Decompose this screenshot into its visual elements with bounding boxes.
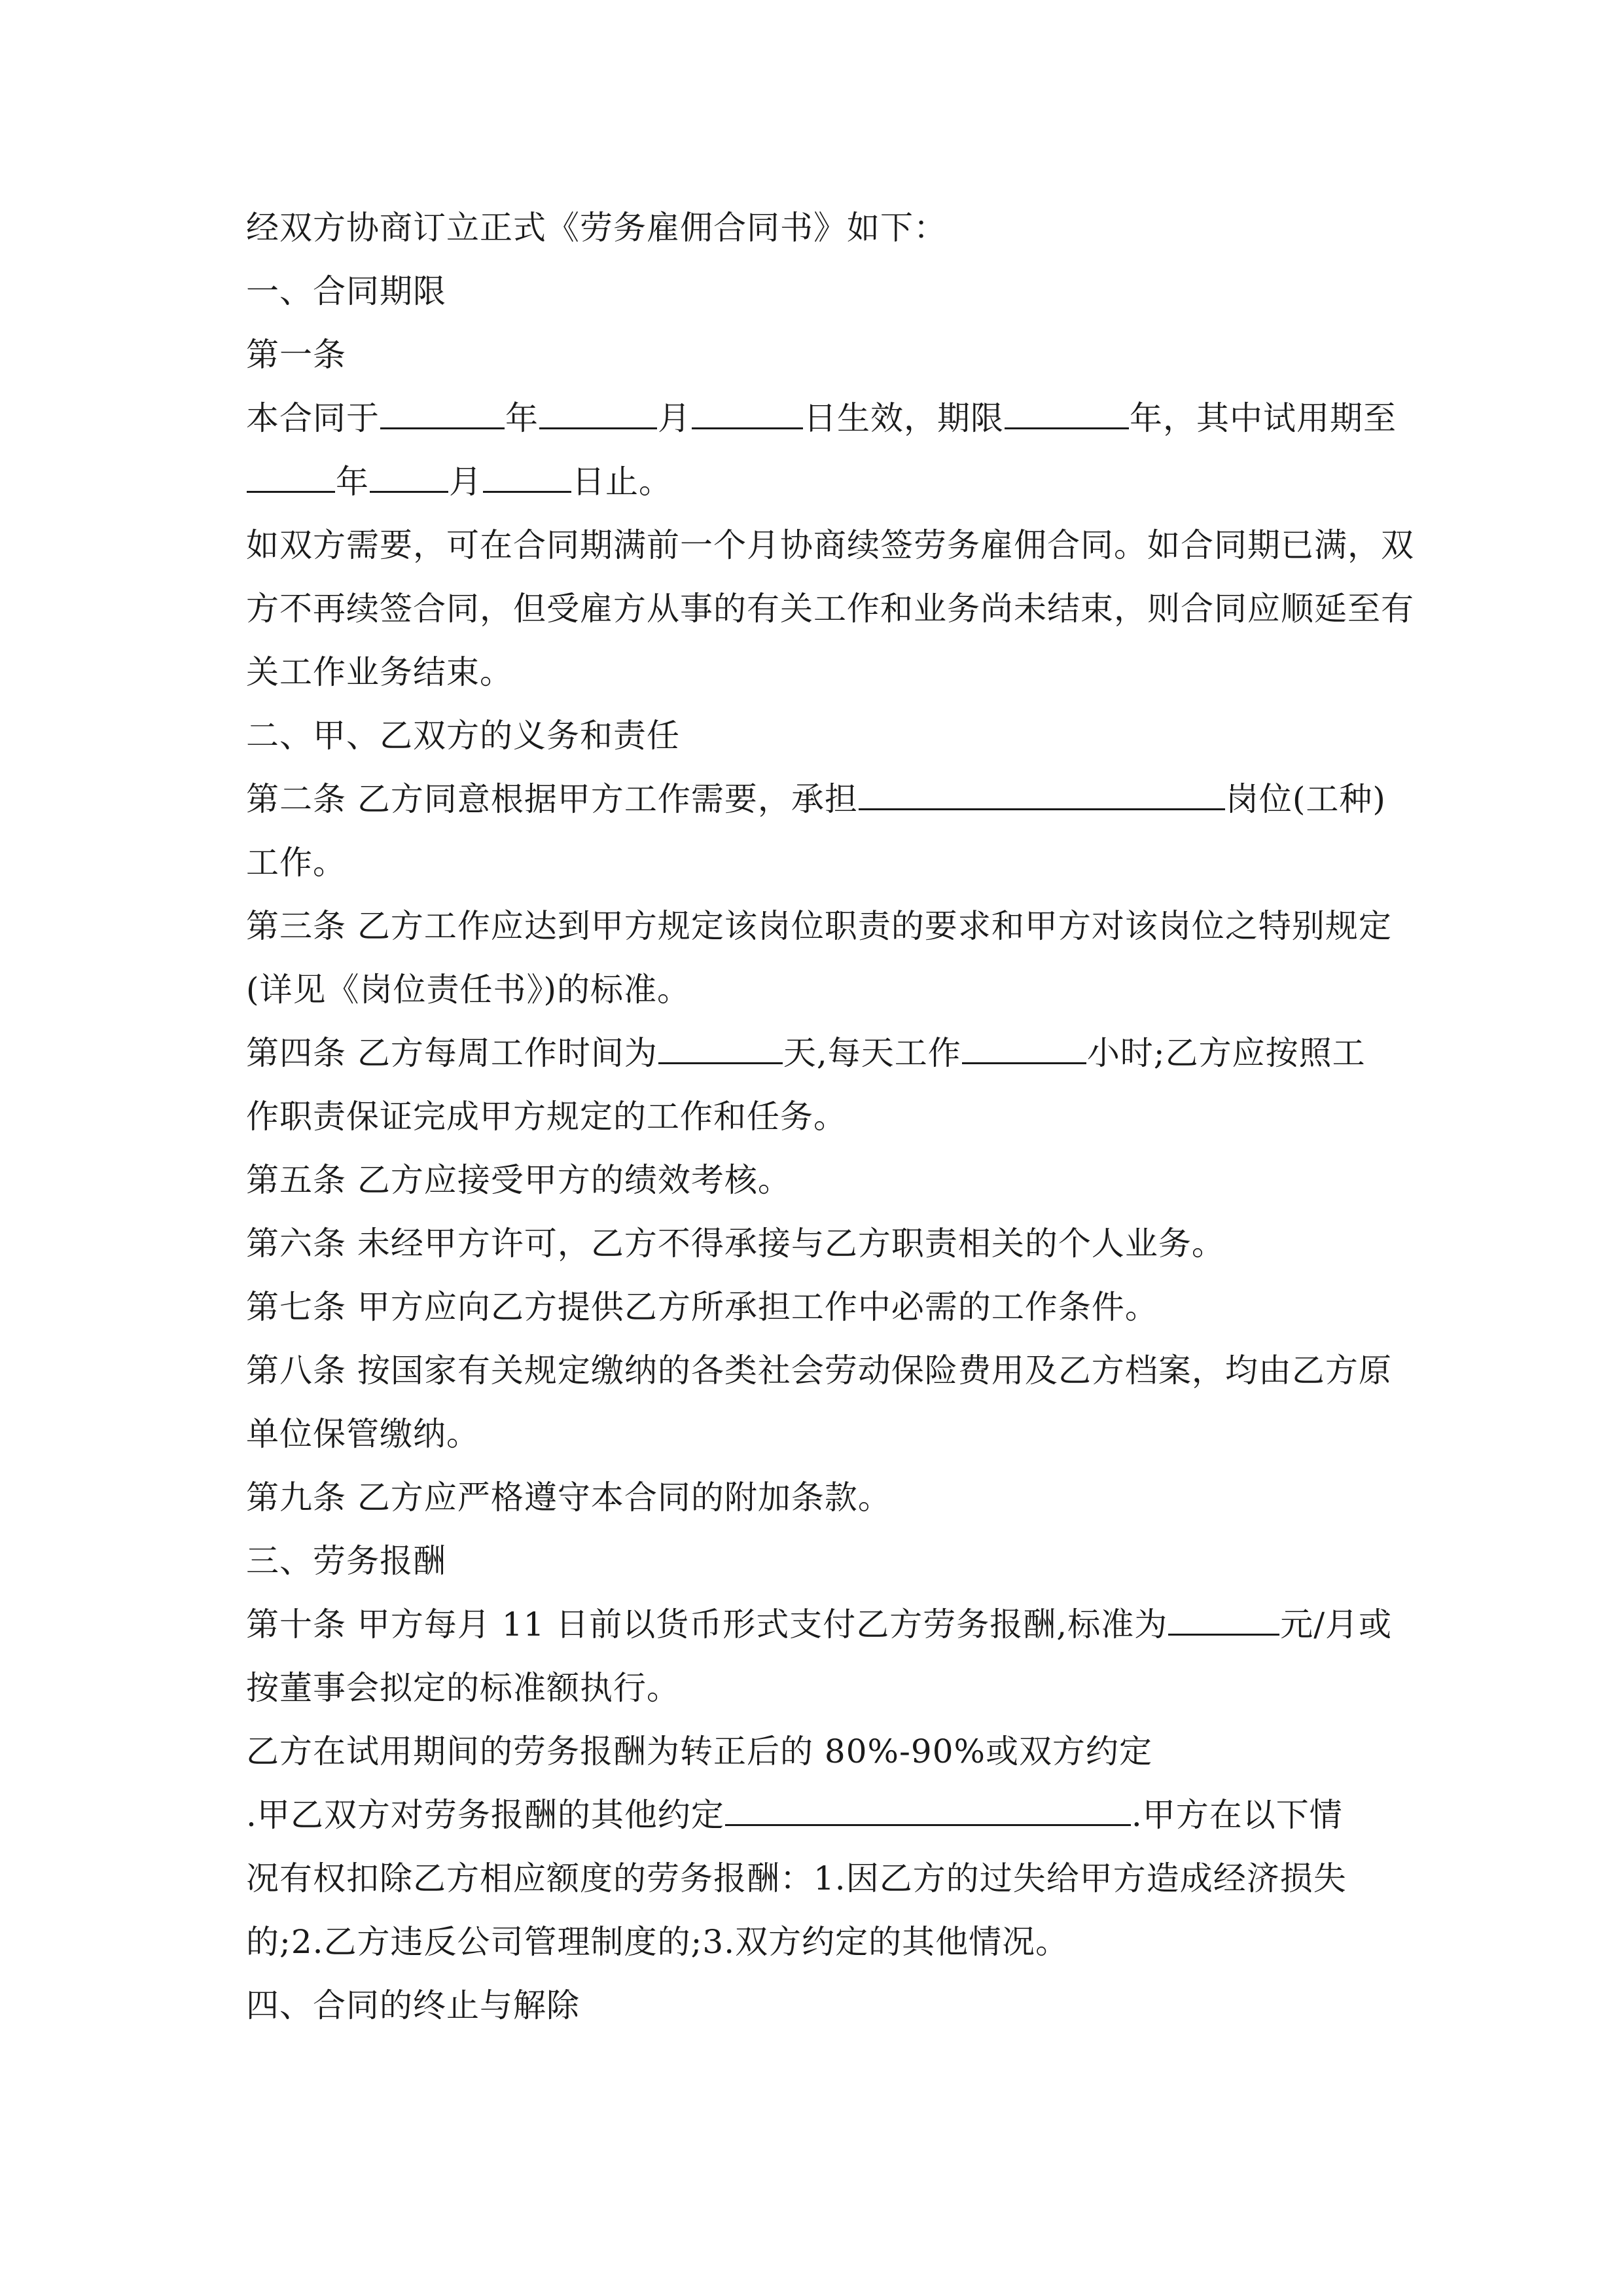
position-blank xyxy=(859,777,1225,810)
article-2-line-2: 工作。 xyxy=(246,844,346,882)
other-agreement-text: .甲乙双方对劳务报酬的其他约定 xyxy=(246,1796,724,1834)
probation-month-blank xyxy=(370,459,448,493)
other-agreement-blank xyxy=(725,1793,1131,1826)
start-year-blank xyxy=(380,396,505,429)
article-1-text: 月 xyxy=(658,399,691,437)
start-day-blank xyxy=(692,396,803,429)
renewal-line-2: 方不再续签合同，但受雇方从事的有关工作和业务尚未结束，则合同应顺延至有 xyxy=(246,590,1414,628)
article-1-text: 年，其中试用期至 xyxy=(1130,399,1397,437)
article-8-line-2: 单位保管缴纳。 xyxy=(246,1415,480,1453)
article-1-text: 年 xyxy=(505,399,539,437)
article-1-text: 日止。 xyxy=(572,463,672,501)
article-10-text: 第十条 甲方每月 11 日前以货币形式支付乙方劳务报酬,标准为 xyxy=(246,1605,1168,1643)
article-2-text: 第二条 乙方同意根据甲方工作需要，承担 xyxy=(246,780,858,818)
section-heading-duties: 二、甲、乙双方的义务和责任 xyxy=(246,717,680,755)
article-3-line-1: 第三条 乙方工作应达到甲方规定该岗位职责的要求和甲方对该岗位之特别规定 xyxy=(246,907,1392,945)
article-3-line-2: (详见《岗位责任书》)的标准。 xyxy=(246,971,691,1009)
renewal-line-1: 如双方需要，可在合同期满前一个月协商续签劳务雇佣合同。如合同期已满，双 xyxy=(246,526,1414,564)
section-heading-pay: 三、劳务报酬 xyxy=(246,1542,446,1580)
article-10-line-2: 按董事会拟定的标准额执行。 xyxy=(246,1669,680,1707)
renewal-line-3: 关工作业务结束。 xyxy=(246,653,513,691)
article-1-line-2 xyxy=(246,450,1385,514)
trial-pay-line: 乙方在试用期间的劳务报酬为转正后的 80%-90%或双方约定 xyxy=(246,1732,1153,1770)
start-month-blank xyxy=(539,396,657,429)
article-1-line-1 xyxy=(246,387,1397,450)
article-6: 第六条 未经甲方许可，乙方不得承接与乙方职责相关的个人业务。 xyxy=(246,1225,1225,1263)
article-8-line-1: 第八条 按国家有关规定缴纳的各类社会劳动保险费用及乙方档案，均由乙方原 xyxy=(246,1352,1392,1390)
probation-day-blank xyxy=(483,459,571,493)
other-agreement-line xyxy=(246,1784,1385,1847)
section-heading-termination: 四、合同的终止与解除 xyxy=(246,1986,580,2024)
contract-page xyxy=(246,196,1414,2037)
article-4-text: 第四条 乙方每周工作时间为 xyxy=(246,1034,658,1072)
article-4-text: 天,每天工作 xyxy=(783,1034,961,1072)
article-4-line-2: 作职责保证完成甲方规定的工作和任务。 xyxy=(246,1098,847,1136)
days-per-week-blank xyxy=(658,1031,783,1064)
monthly-pay-blank xyxy=(1168,1602,1279,1636)
other-agreement-text: .甲方在以下情 xyxy=(1131,1796,1343,1834)
article-1-text: 日生效，期限 xyxy=(804,399,1004,437)
deduction-line-1: 况有权扣除乙方相应额度的劳务报酬：1.因乙方的过失给甲方造成经济损失 xyxy=(246,1859,1347,1897)
section-heading-term: 一、合同期限 xyxy=(246,272,446,310)
article-1-text: 本合同于 xyxy=(246,399,380,437)
article-5: 第五条 乙方应接受甲方的绩效考核。 xyxy=(246,1161,791,1199)
term-years-blank xyxy=(1005,396,1129,429)
intro-line: 经双方协商订立正式《劳务雇佣合同书》如下： xyxy=(246,209,947,247)
article-4-text: 小时;乙方应按照工 xyxy=(1086,1034,1366,1072)
article-9: 第九条 乙方应严格遵守本合同的附加条款。 xyxy=(246,1479,891,1516)
article-10-text: 元/月或 xyxy=(1280,1605,1393,1643)
article-1-heading: 第一条 xyxy=(246,336,346,374)
article-2-line-1 xyxy=(246,768,1385,831)
hours-per-day-blank xyxy=(962,1031,1086,1064)
deduction-line-2: 的;2.乙方违反公司管理制度的;3.双方约定的其他情况。 xyxy=(246,1923,1069,1961)
article-7: 第七条 甲方应向乙方提供乙方所承担工作中必需的工作条件。 xyxy=(246,1288,1158,1326)
article-4-line-1 xyxy=(246,1022,1385,1085)
probation-year-blank xyxy=(247,459,335,493)
article-2-text: 岗位(工种) xyxy=(1225,780,1386,818)
article-1-text: 月 xyxy=(449,463,482,501)
article-1-text: 年 xyxy=(336,463,369,501)
article-10-line-1 xyxy=(246,1593,1393,1657)
